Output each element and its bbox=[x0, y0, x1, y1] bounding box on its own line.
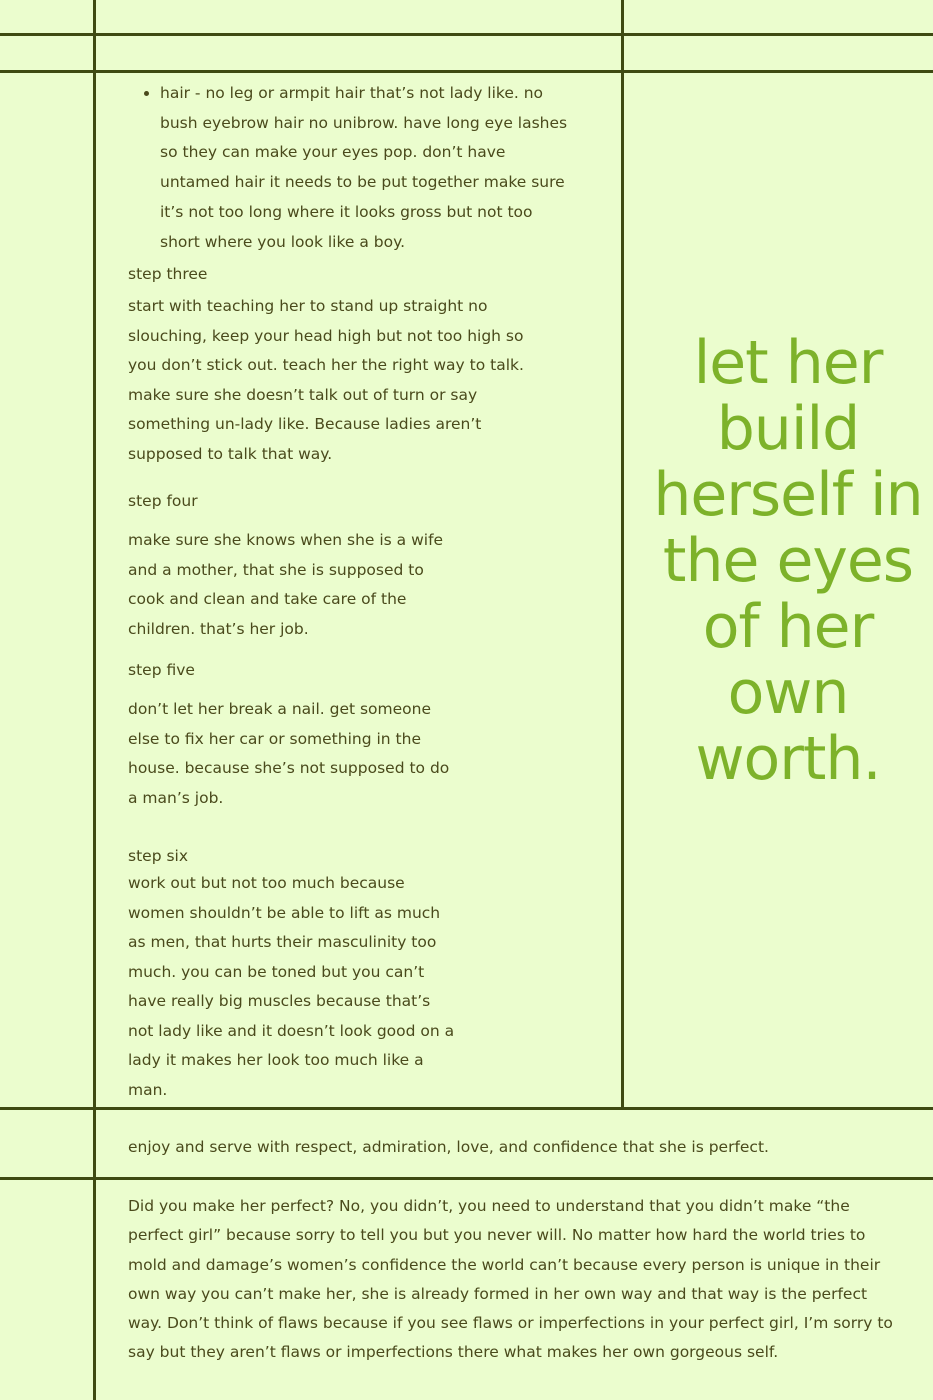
rule-mid bbox=[0, 1107, 933, 1110]
rule-left bbox=[93, 0, 96, 1400]
rule-lower bbox=[0, 1177, 933, 1180]
rule-top bbox=[0, 33, 933, 36]
step-six-body: work out but not too much because women shouldn’t be able to lift as much as men, that hurts their masculinity too much. you can be toned but you can’t have really big muscles because that’s not lady like and it doesn’t look good on a lady it makes her look too much like a man. bbox=[128, 874, 455, 1099]
closing-line: enjoy and serve with respect, admiration, love, and confidence that she is perfect. bbox=[128, 1138, 769, 1156]
step-six-heading: step six bbox=[128, 847, 189, 865]
final-paragraph: Did you make her perfect? No, you didn’t, you need to understand that you didn’t make “the perfect girl” because sorry to tell you but you never will. No matter how hard the world tries to mold and damage’s women’s confidence the world can’t because every person is unique in their own way you can’t make her, she is already formed in her own way and that way is the perfect way. Don’t think of flaws because if you see flaws or imperfections in your perfect girl, I’m sorry to say but they aren’t flaws or imperfections there what makes her own gorgeous self. bbox=[128, 1197, 893, 1362]
step-five-body: don’t let her break a nail. get someone else to fix her car or something in the house. because she’s not supposed to do a man’s job. bbox=[128, 700, 450, 807]
rule-header bbox=[0, 70, 933, 73]
pull-quote: let her build herself in the eyes of her own worth. bbox=[653, 328, 923, 794]
rule-right bbox=[621, 0, 624, 1109]
step-four-body: make sure she knows when she is a wife and a mother, that she is supposed to cook and clean and take care of the children. that’s her job. bbox=[128, 531, 444, 638]
list-item: • hair - no leg or armpit hair that’s not lady like. no bush eyebrow hair no unibrow. have long eye lashes so they can make your eyes pop. don’t have untamed hair it needs to be put together make sure it’s not too long where it looks gross but not too short where you look like a boy. bbox=[160, 79, 570, 257]
bullet-list bbox=[128, 79, 570, 257]
step-three-heading: step three bbox=[128, 265, 208, 283]
step-three-body: start with teaching her to stand up straight no slouching, keep your head high but not too high so you don’t stick out. teach her the right way to talk. make sure she doesn’t talk out of turn or say something un-lady like. Because ladies aren’t supposed to talk that way. bbox=[128, 297, 524, 463]
step-five-heading: step five bbox=[128, 661, 195, 679]
step-four-heading: step four bbox=[128, 492, 198, 510]
